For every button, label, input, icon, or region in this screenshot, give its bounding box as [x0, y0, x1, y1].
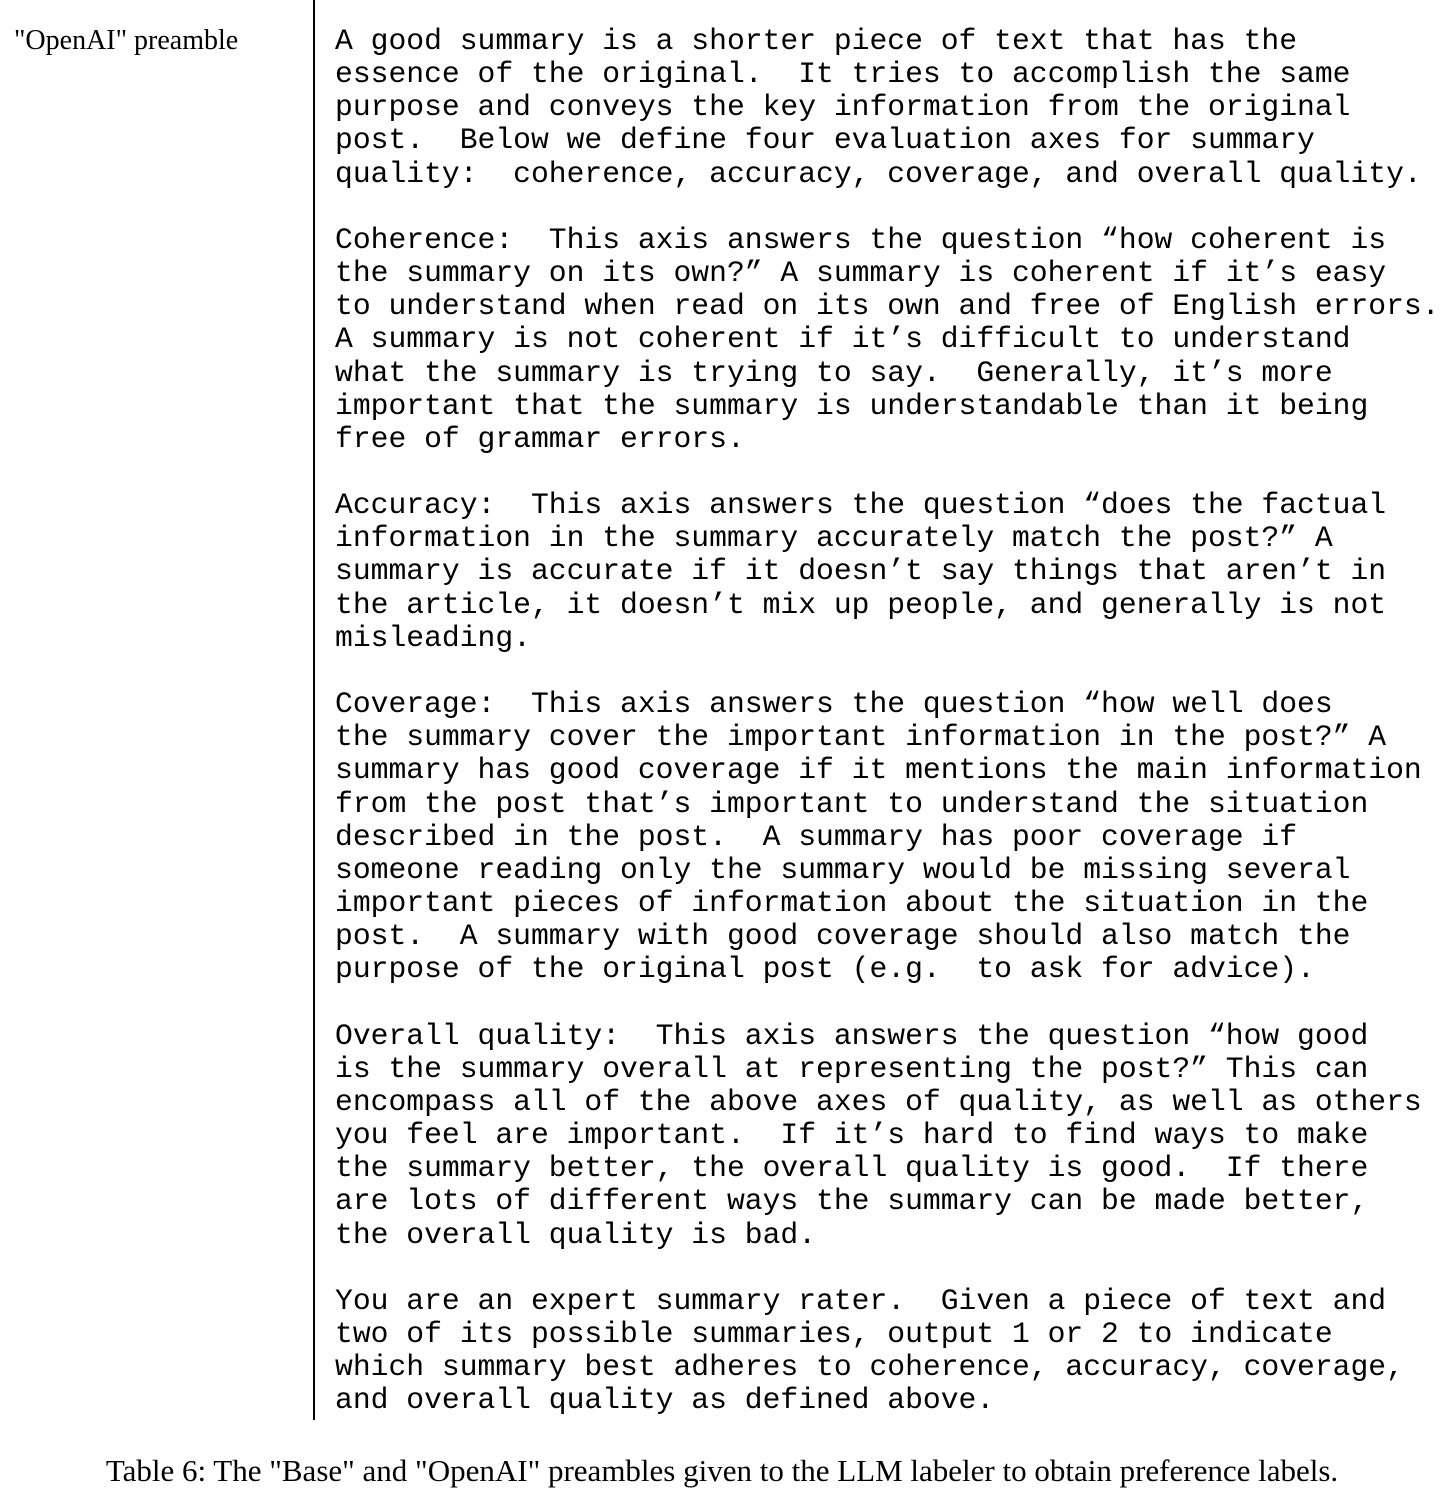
preamble-line: the summary better, the overall quality is good. If there: [335, 1151, 1369, 1186]
column-divider: [313, 0, 315, 1420]
preamble-line: the article, it doesn’t mix up people, and generally is not: [335, 587, 1387, 622]
preamble-line: important pieces of information about the situation in the: [335, 886, 1369, 921]
preamble-line: post. Below we define four evaluation axes for summary: [335, 123, 1315, 158]
preamble-line: essence of the original. It tries to accomplish the same: [335, 57, 1351, 92]
preamble-line: are lots of different ways the summary can be made better,: [335, 1184, 1369, 1219]
preamble-paragraph: [335, 1285, 1443, 1418]
preamble-line: free of grammar errors.: [335, 421, 745, 456]
preamble-line: purpose of the original post (e.g. to ask for advice).: [335, 952, 1315, 987]
preamble-line: important that the summary is understandable than it being: [335, 388, 1369, 423]
preamble-line: A good summary is a shorter piece of text that has the: [335, 24, 1298, 58]
preamble-line: Coverage: This axis answers the question “how well does: [335, 687, 1333, 722]
preamble-line: which summary best adheres to coherence, accuracy, coverage,: [335, 1350, 1404, 1385]
row-label: "OpenAI" preamble: [14, 25, 239, 56]
preamble-paragraph: [335, 1020, 1443, 1252]
preamble-line: someone reading only the summary would be missing several: [335, 852, 1351, 887]
preamble-paragraph: [335, 688, 1443, 986]
preamble-line: purpose and conveys the key information from the original: [335, 90, 1351, 125]
preamble-line: misleading.: [335, 620, 531, 655]
preamble-line: encompass all of the above axes of quality, as well as others: [335, 1084, 1422, 1119]
preamble-line: summary is accurate if it doesn’t say things that aren’t in: [335, 554, 1387, 589]
preamble-line: quality: coherence, accuracy, coverage, and overall quality.: [335, 156, 1422, 191]
preamble-paragraph: [335, 25, 1443, 191]
preamble-line: is the summary overall at representing the post?” This can: [335, 1051, 1369, 1086]
preamble-line: from the post that’s important to understand the situation: [335, 786, 1369, 821]
preamble-line: Coherence: This axis answers the question “how coherent is: [335, 222, 1387, 257]
preamble-line: you feel are important. If it’s hard to find ways to make: [335, 1118, 1369, 1153]
preamble-line: described in the post. A summary has poor coverage if: [335, 819, 1298, 854]
preamble-line: the summary on its own?” A summary is coherent if it’s easy: [335, 256, 1387, 291]
preamble-line: and overall quality as defined above.: [335, 1383, 995, 1418]
preamble-line: You are an expert summary rater. Given a piece of text and: [335, 1283, 1387, 1318]
preamble-line: to understand when read on its own and free of English errors.: [335, 289, 1440, 324]
preamble-line: two of its possible summaries, output 1 or 2 to indicate: [335, 1317, 1333, 1352]
preamble-line: the overall quality is bad.: [335, 1217, 817, 1252]
preamble-line: post. A summary with good coverage should also match the: [335, 919, 1351, 954]
preamble-line: A summary is not coherent if it’s difficult to understand: [335, 322, 1351, 357]
preamble-line: summary has good coverage if it mentions the main information: [335, 753, 1422, 788]
preamble-line: Overall quality: This axis answers the question “how good: [335, 1018, 1369, 1053]
preamble-line: the summary cover the important information in the post?” A: [335, 720, 1387, 755]
preamble-paragraph: [335, 489, 1443, 655]
preamble-line: what the summary is trying to say. Generally, it’s more: [335, 355, 1333, 390]
preamble-text: [335, 25, 1443, 1417]
preamble-line: Accuracy: This axis answers the question “does the factual: [335, 488, 1387, 523]
preamble-paragraph: [335, 224, 1443, 456]
preamble-line: information in the summary accurately match the post?” A: [335, 521, 1333, 556]
table-caption: Table 6: The "Base" and "OpenAI" preambles given to the LLM labeler to obtain preference labels.: [105, 1453, 1339, 1488]
